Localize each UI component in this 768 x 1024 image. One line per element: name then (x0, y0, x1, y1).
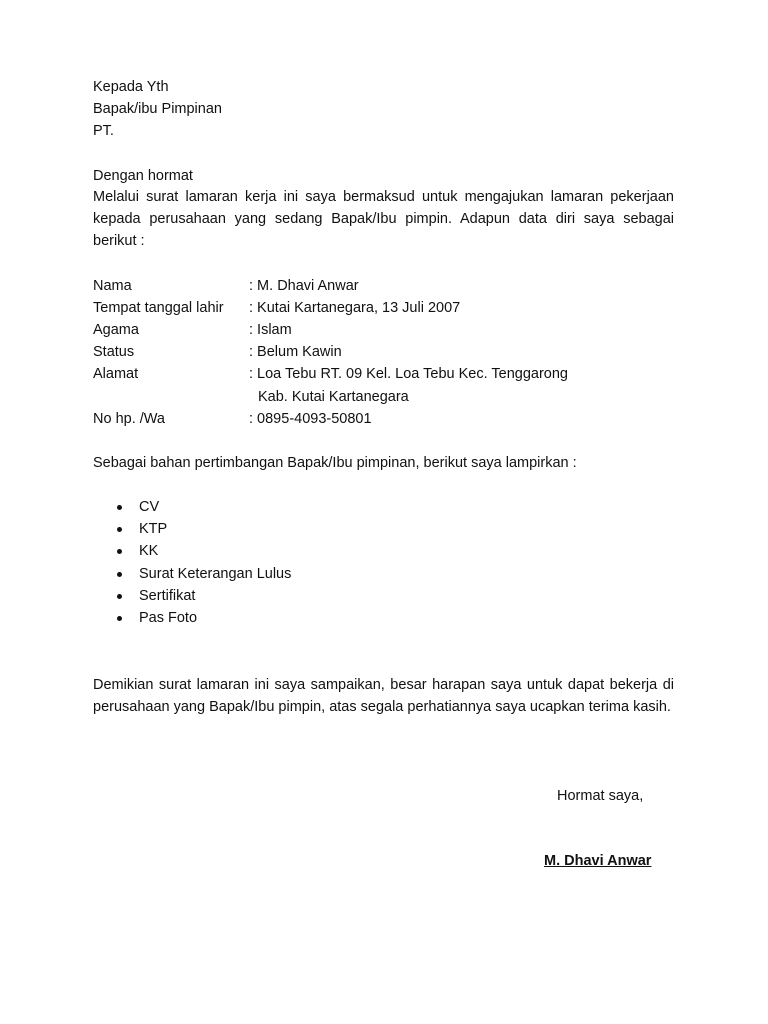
data-value-agama: : Islam (249, 322, 292, 338)
bullet-icon (117, 549, 122, 554)
attachment-item-skl: Surat Keterangan Lulus (139, 566, 292, 582)
recipient-line-1: Kepada Yth (93, 79, 169, 95)
data-value-alamat: : Loa Tebu RT. 09 Kel. Loa Tebu Kec. Tenggarong (249, 366, 568, 382)
data-value-phone: : 0895-4093-50801 (249, 411, 372, 427)
recipient-line-2: Bapak/ibu Pimpinan (93, 101, 222, 117)
bullet-icon (117, 527, 122, 532)
intro-paragraph: Melalui surat lamaran kerja ini saya bermaksud untuk mengajukan lamaran pekerjaan kepada perusahaan yang sedang Bapak/Ibu pimpin. Adapun data diri saya sebagai berikut : (93, 189, 674, 250)
recipient-line-3: PT. (93, 123, 114, 139)
data-label-ttl: Tempat tanggal lahir (93, 300, 224, 316)
data-value-status: : Belum Kawin (249, 344, 342, 360)
data-label-agama: Agama (93, 322, 139, 338)
closing-paragraph: Demikian surat lamaran ini saya sampaikan, besar harapan saya untuk dapat bekerja di perusahaan yang Bapak/Ibu pimpin, atas segala perhatiannya saya ucapkan terima kasih. (93, 677, 674, 716)
data-label-status: Status (93, 344, 135, 360)
data-label-nama: Nama (93, 278, 132, 294)
attachment-item-ktp: KTP (139, 521, 168, 537)
attachment-item-pas-foto: Pas Foto (139, 610, 198, 626)
bullet-icon (117, 572, 122, 577)
bullet-icon (117, 505, 122, 510)
data-label-phone: No hp. /Wa (93, 411, 165, 427)
bullet-icon (117, 594, 122, 599)
data-label-alamat: Alamat (93, 366, 139, 382)
bullet-icon (117, 616, 122, 621)
attachment-item-sertifikat: Sertifikat (139, 588, 196, 604)
greeting: Dengan hormat (93, 168, 193, 184)
data-value-ttl: : Kutai Kartanegara, 13 Juli 2007 (249, 300, 461, 316)
signoff: Hormat saya, (557, 788, 644, 804)
attachments-intro: Sebagai bahan pertimbangan Bapak/Ibu pimpinan, berikut saya lampirkan : (93, 455, 577, 471)
attachment-item-kk: KK (139, 543, 159, 559)
data-value-alamat-line-2: Kab. Kutai Kartanegara (258, 389, 409, 405)
signature-name: M. Dhavi Anwar (544, 853, 652, 869)
attachment-item-cv: CV (139, 499, 160, 515)
data-value-nama: : M. Dhavi Anwar (249, 278, 359, 294)
